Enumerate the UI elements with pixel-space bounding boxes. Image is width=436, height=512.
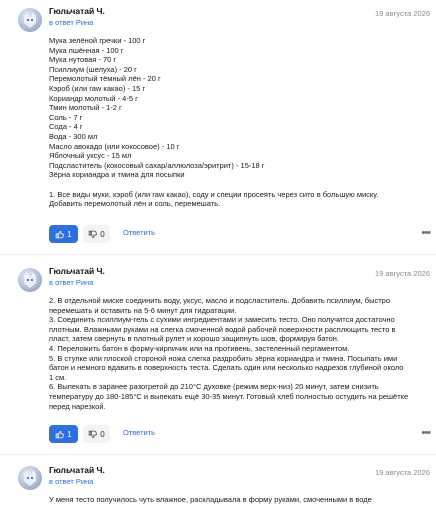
avatar[interactable] (18, 466, 42, 490)
reply-to-link[interactable]: в ответ Рина (49, 18, 94, 27)
dislike-count: 0 (100, 229, 105, 239)
thumbs-down-icon (88, 430, 97, 439)
comment-paragraph: 2. В отдельной миске соединить воду, уксус, масло и подсластитель. Добавить псиллиум, быстро перемешать и оставить на 5-6 минут для гидратации. 3. Соединить псиллиум-гель с сухими ингредиентами и замесить тесто. Оно получится достаточно плотным. Влажными руками на слегка смоченной водой рабочей поверхности расплющить тесто в пласт, затем свернуть в плотный рулет и хорошо защипнуть шов, формируя батон. 4. Переложить батон в форму-кирпичик или на противень, застеленный пергаментом. 5. В ступке или плоской стороной ножа слегка раздробить зёрна кориандра и тмина. Посыпать ими батон и немного вдавить в поверхность теста. Сделать один или несколько надрезов глубиной около 1 см. 6. Выпекать в заранее разогретой до 210°С духовке (режим верх-низ) 20 минут, затем снизить температуру до 180-185°С и выпекать ещё 30-35 минут. Готовый хлеб полностью остудить на решётке перед нарезкой. (49, 296, 409, 411)
reply-button[interactable]: Ответить (123, 228, 156, 237)
reply-button[interactable]: Ответить (123, 428, 156, 437)
comment-text (49, 495, 425, 505)
dislike-button[interactable] (83, 225, 110, 243)
like-count: 1 (67, 429, 72, 439)
comment-author[interactable]: Гюльчатай Ч. (49, 465, 105, 475)
comment-date: 19 августа 2026 (374, 468, 430, 477)
comment-date: 19 августа 2026 (374, 9, 430, 18)
dislike-button[interactable] (83, 425, 110, 443)
more-dots-icon[interactable]: ••• (421, 227, 430, 239)
more-dots-icon[interactable]: ••• (421, 427, 430, 439)
wolf-avatar-icon (18, 268, 42, 292)
avatar[interactable] (18, 8, 42, 32)
reply-to-link[interactable]: в ответ Рина (49, 477, 94, 486)
like-button[interactable] (49, 225, 78, 243)
comment-text (49, 36, 425, 209)
dislike-count: 0 (100, 429, 105, 439)
thumbs-up-icon (55, 230, 64, 239)
like-button[interactable] (49, 425, 78, 443)
thumbs-down-icon (88, 230, 97, 239)
comment-paragraph: Мука зелёной гречки - 100 г Мука пшённая - 100 г Мука нутовая - 70 г Псиллиум (шелуха) - 20 г Перемолотый тёмный лён - 20 г Кэроб (или raw какао) - 15 г Кориандр молотый - 4-5 г Тмин молотый - 1-2 г Соль - 7 г Сода - 4 г Вода - 300 мл Масло авокадо (или кокосовое) - 10 г Яблочный уксус - 15 мл Подсластитель (кокосовый сахар/аллюлоза/эритрит) - 15-18 г Зёрна кориандра и тмина для посыпки (49, 36, 265, 180)
comment-text (49, 296, 425, 411)
wolf-avatar-icon (18, 8, 42, 32)
wolf-avatar-icon (18, 466, 42, 490)
reply-to-link[interactable]: в ответ Рина (49, 278, 94, 287)
comment-paragraph: 1. Все виды муки, кэроб (или raw какао), соду и специи просеять через сито в большую миску. Добавить перемолотый лён и соль, перемешать. (49, 189, 379, 209)
comment-paragraph: У меня тесто получилось чуть влажное, раскладывала в форму руками, смоченными в воде (49, 495, 372, 504)
divider (0, 254, 436, 255)
comment-date: 19 августа 2026 (374, 269, 430, 278)
avatar[interactable] (18, 268, 42, 292)
like-count: 1 (67, 229, 72, 239)
thumbs-up-icon (55, 430, 64, 439)
divider (0, 454, 436, 455)
comment-author[interactable]: Гюльчатай Ч. (49, 6, 105, 16)
comment-author[interactable]: Гюльчатай Ч. (49, 266, 105, 276)
